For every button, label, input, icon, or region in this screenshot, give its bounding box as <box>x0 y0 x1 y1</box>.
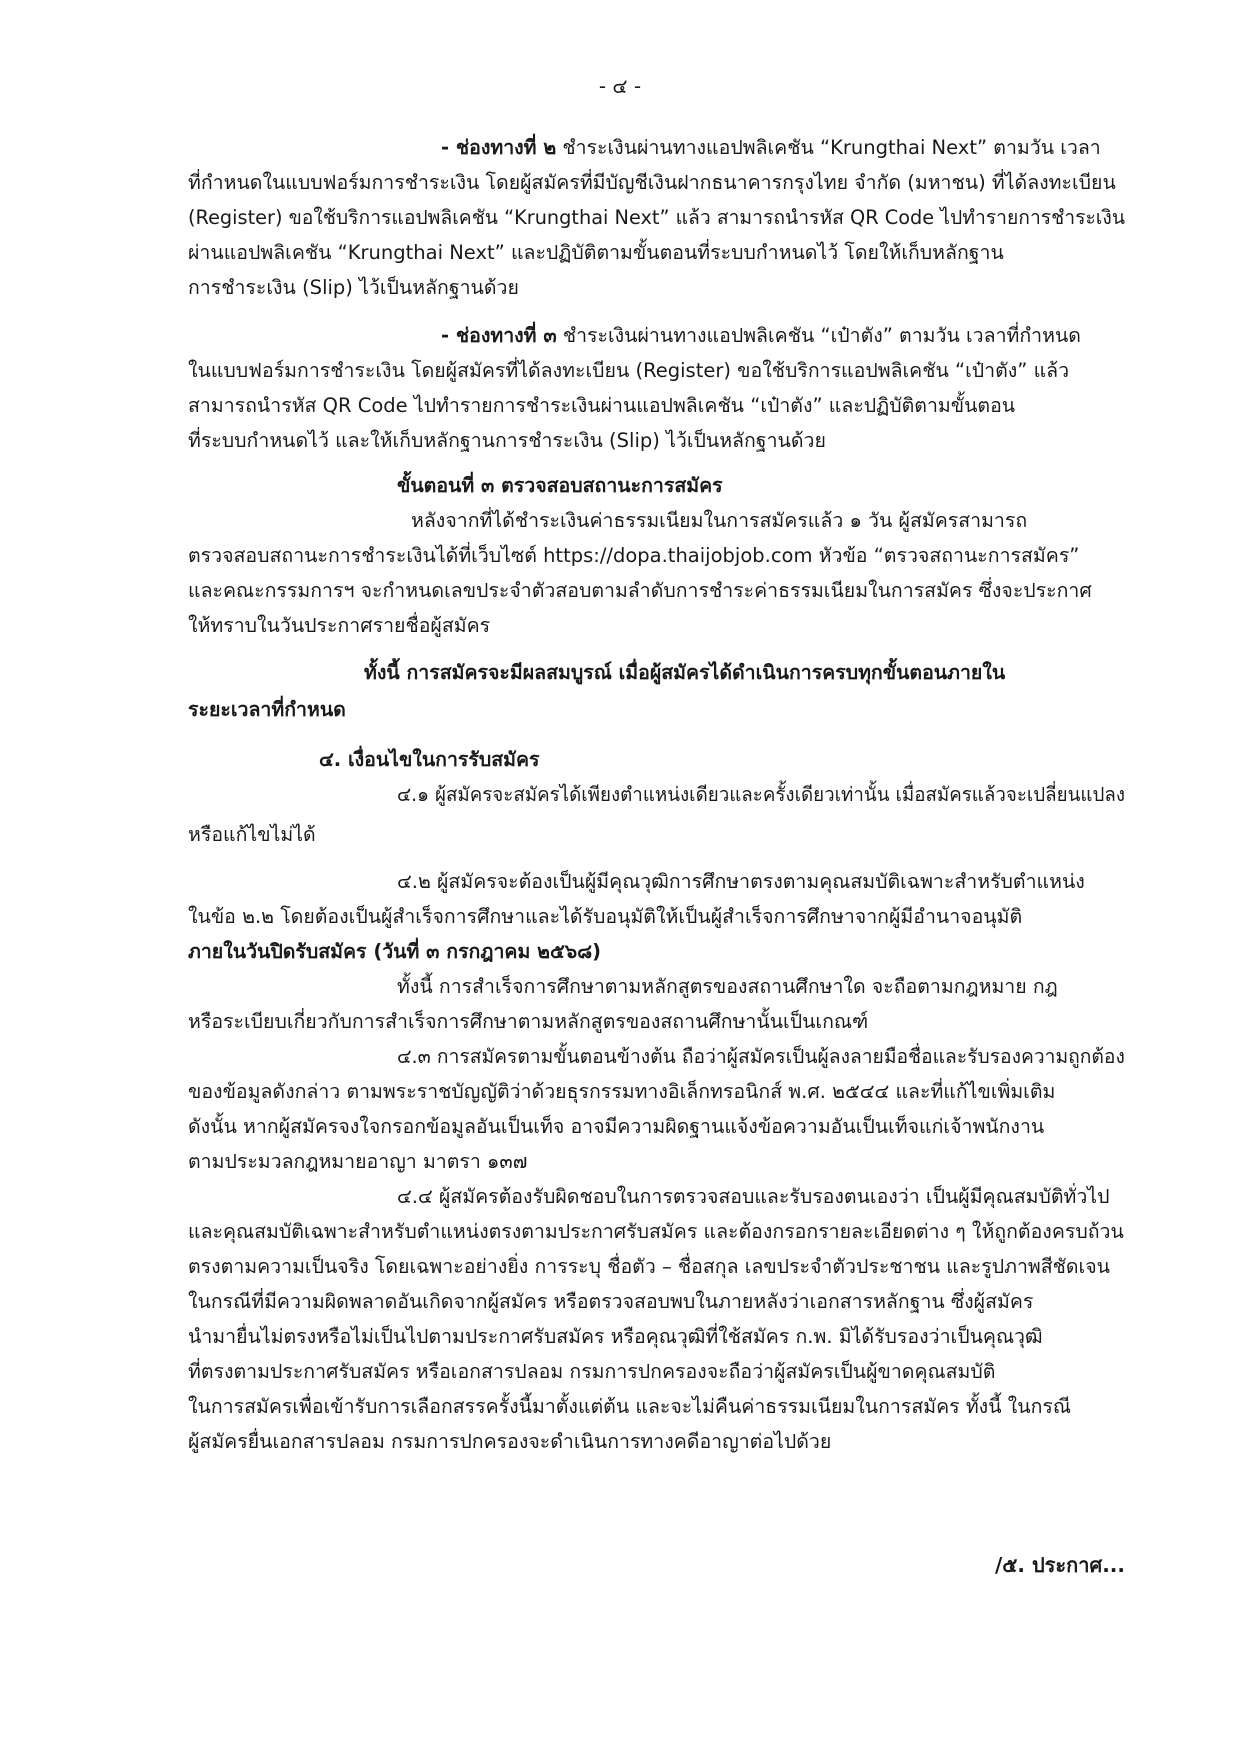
p44-line-5: ที่ตรงตามประกาศรับสมัคร หรือเอกสารปลอม กรมการปกครองจะถือว่าผู้สมัครเป็นผู้ขาดคุณสมบัติ <box>188 1360 996 1383</box>
continuation-footer: /๕. ประกาศ... <box>994 1553 1125 1577</box>
channel3-line-3: ที่ระบบกำหนดไว้ และให้เก็บหลักฐานการชำระเงิน (Slip) ไว้เป็นหลักฐานด้วย <box>188 429 826 452</box>
step3-heading: ขั้นตอนที่ ๓ ตรวจสอบสถานะการสมัคร <box>397 474 723 497</box>
p43-line-3: ตามประมวลกฎหมายอาญา มาตรา ๑๓๗ <box>188 1150 528 1173</box>
channel2-line-2: (Register) ขอใช้บริการแอปพลิเคชัน “Krungthai Next” แล้ว สามารถนำรหัส QR Code ไปทำรายการชำระเงิน <box>188 206 1126 229</box>
section4-heading: ๔. เงื่อนไขในการรับสมัคร <box>319 748 540 771</box>
p44-line-1: และคุณสมบัติเฉพาะสำหรับตำแหน่งตรงตามประกาศรับสมัคร และต้องกรอกรายละเอียดต่าง ๆ ให้ถูกต้องครบถ้วน <box>188 1220 1124 1243</box>
p42-line-0: ๔.๒ ผู้สมัครจะต้องเป็นผู้มีคุณวุฒิการศึกษาตรงตามคุณสมบัติเฉพาะสำหรับตำแหน่ง <box>397 870 1085 893</box>
p42-line-2: ภายในวันปิดรับสมัคร (วันที่ ๓ กรกฎาคม ๒๕๖๘) <box>188 940 602 963</box>
channel3-label: - ช่องทางที่ ๓ <box>441 324 557 347</box>
p44-line-3: ในกรณีที่มีความผิดพลาดอันเกิดจากผู้สมัคร หรือตรวจสอบพบในภายหลังว่าเอกสารหลักฐาน ซึ่งผู้สมัคร <box>188 1290 1034 1313</box>
channel2-first-line <box>441 138 1101 158</box>
p44-line-6: ในการสมัครเพื่อเข้ารับการเลือกสรรครั้งนี้มาตั้งแต่ต้น และจะไม่คืนค่าธรรมเนียมในการสมัคร ทั้งนี้ ในกรณี <box>188 1395 1071 1418</box>
p44-line-0: ๔.๔ ผู้สมัครต้องรับผิดชอบในการตรวจสอบและรับรองตนเองว่า เป็นผู้มีคุณสมบัติทั่วไป <box>397 1185 1110 1208</box>
step3-line-1: ตรวจสอบสถานะการชำระเงินได้ที่เว็บไซต์ https://dopa.thaijobjob.com หัวข้อ “ตรวจสถานะการสมัคร” <box>188 544 1080 567</box>
p42-note-line-0: ทั้งนี้ การสำเร็จการศึกษาตามหลักสูตรของสถานศึกษาใด จะถือตามกฎหมาย กฎ <box>397 975 1058 998</box>
p44-line-2: ตรงตามความเป็นจริง โดยเฉพาะอย่างยิ่ง การระบุ ชื่อตัว – ชื่อสกุล เลขประจำตัวประชาชน และรูปภาพสีชัดเจน <box>188 1255 1110 1278</box>
p41-line-0: ๔.๑ ผู้สมัครจะสมัครได้เพียงตำแหน่งเดียวและครั้งเดียวเท่านั้น เมื่อสมัครแล้วจะเปลี่ยนแปลง <box>397 783 1126 806</box>
p44-line-4: นำมายื่นไม่ตรงหรือไม่เป็นไปตามประกาศรับสมัคร หรือคุณวุฒิที่ใช้สมัคร ก.พ. มิได้รับรองว่าเป็นคุณวุฒิ <box>188 1325 1043 1348</box>
step3-note-line-0: ทั้งนี้ การสมัครจะมีผลสมบูรณ์ เมื่อผู้สมัครได้ดำเนินการครบทุกขั้นตอนภายใน <box>364 661 1006 684</box>
channel2-line-3: ผ่านแอปพลิเคชัน “Krungthai Next” และปฏิบัติตามขั้นตอนที่ระบบกำหนดไว้ โดยให้เก็บหลักฐาน <box>188 241 1004 264</box>
p43-line-0: ๔.๓ การสมัครตามขั้นตอนข้างต้น ถือว่าผู้สมัครเป็นผู้ลงลายมือชื่อและรับรองความถูกต้อง <box>397 1045 1125 1068</box>
channel3-line-2: สามารถนำรหัส QR Code ไปทำรายการชำระเงินผ่านแอปพลิเคชัน “เป๋าตัง” และปฏิบัติตามขั้นตอน <box>188 394 1016 417</box>
page-number: - ๔ - <box>598 74 642 98</box>
channel3-line-0: ชำระเงินผ่านทางแอปพลิเคชัน “เป๋าตัง” ตามวัน เวลาที่กำหนด <box>562 324 1081 347</box>
step3-note-line-1: ระยะเวลาที่กำหนด <box>188 698 346 721</box>
channel2-line-4: การชำระเงิน (Slip) ไว้เป็นหลักฐานด้วย <box>188 276 519 299</box>
channel2-line-1: ที่กำหนดในแบบฟอร์มการชำระเงิน โดยผู้สมัครที่มีบัญชีเงินฝากธนาคารกรุงไทย จำกัด (มหาชน) ที่ได้ลงทะเบียน <box>188 171 1116 194</box>
p43-line-2: ดังนั้น หากผู้สมัครจงใจกรอกข้อมูลอันเป็นเท็จ อาจมีความผิดฐานแจ้งข้อความอันเป็นเท็จแก่เจ้าพนักงาน <box>188 1115 1045 1138</box>
p41-line-1: หรือแก้ไขไม่ได้ <box>188 823 316 846</box>
step3-line-0: หลังจากที่ได้ชำระเงินค่าธรรมเนียมในการสมัครแล้ว ๑ วัน ผู้สมัครสามารถ <box>411 509 1028 532</box>
channel2-line-0: ชำระเงินผ่านทางแอปพลิเคชัน “Krungthai Next” ตามวัน เวลา <box>562 136 1101 159</box>
p42-note-line-1: หรือระเบียบเกี่ยวกับการสำเร็จการศึกษาตามหลักสูตรของสถานศึกษานั้นเป็นเกณฑ์ <box>188 1010 869 1033</box>
channel3-line-1: ในแบบฟอร์มการชำระเงิน โดยผู้สมัครที่ได้ลงทะเบียน (Register) ขอใช้บริการแอปพลิเคชัน “เป๋าตัง” แล้ว <box>188 359 1070 382</box>
p44-line-7: ผู้สมัครยื่นเอกสารปลอม กรมการปกครองจะดำเนินการทางคดีอาญาต่อไปด้วย <box>188 1430 832 1453</box>
channel2-label: - ช่องทางที่ ๒ <box>441 136 557 159</box>
step3-line-2: และคณะกรรมการฯ จะกำหนดเลขประจำตัวสอบตามลำดับการชำระค่าธรรมเนียมในการสมัคร ซึ่งจะประกาศ <box>188 579 1092 602</box>
p43-line-1: ของข้อมูลดังกล่าว ตามพระราชบัญญัติว่าด้วยธุรกรรมทางอิเล็กทรอนิกส์ พ.ศ. ๒๕๔๔ และที่แก้ไขเพิ่มเติม <box>188 1080 1056 1103</box>
p42-line-1: ในข้อ ๒.๒ โดยต้องเป็นผู้สำเร็จการศึกษาและได้รับอนุมัติให้เป็นผู้สำเร็จการศึกษาจากผู้มีอำนาจอนุมัติ <box>188 905 1023 928</box>
channel3-first-line <box>441 326 1081 346</box>
step3-line-3: ให้ทราบในวันประกาศรายชื่อผู้สมัคร <box>188 614 491 637</box>
